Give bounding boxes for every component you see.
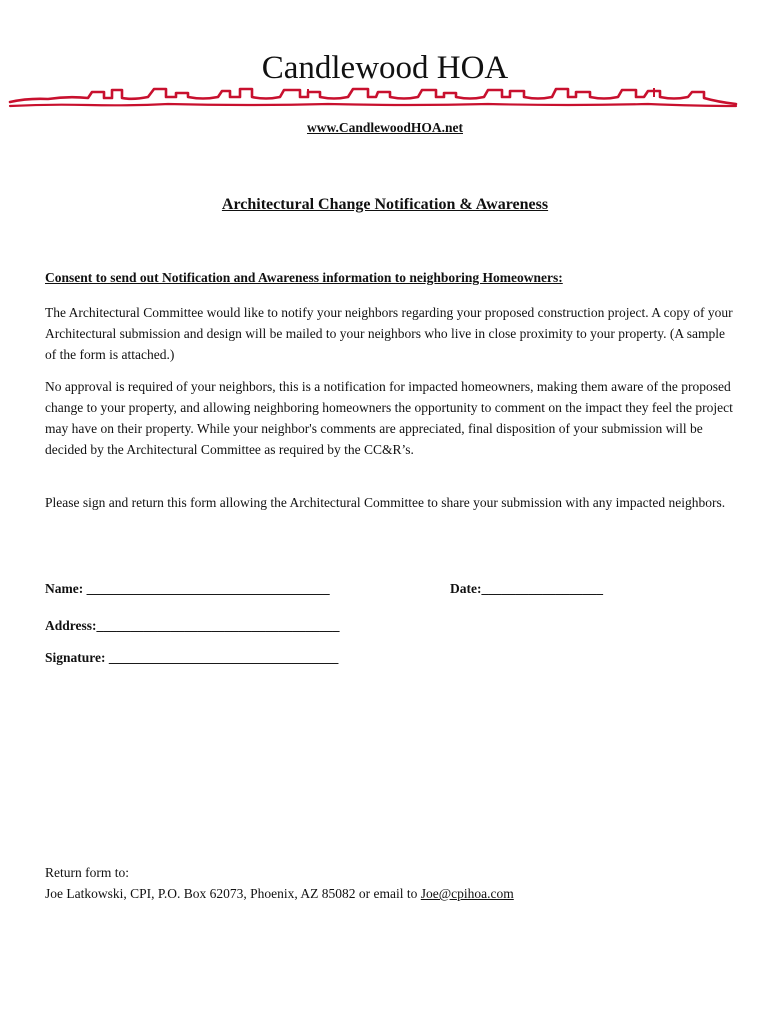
date-line[interactable]: __________________ [481, 581, 603, 596]
address-label: Address: [45, 618, 97, 633]
paragraph-no-approval: No approval is required of your neighbors, this is a notification for impacted homeowners, making them aware of the proposed change to your property, and allowing neighboring homeowners the opportunity to comment on the impact they feel the project may have on their property. While your neighbor's comments are appreciated, final disposition of your submission will be decided by the Architectural Committee as required by the CC&R’s. [45, 379, 733, 457]
address-field[interactable] [45, 618, 340, 634]
date-field[interactable] [450, 581, 603, 597]
name-label: Name: [45, 581, 87, 596]
return-address: Joe Latkowski, CPI, P.O. Box 62073, Phoenix, AZ 85082 or email to Joe@cpihoa.com [45, 886, 514, 901]
hoa-title: Candlewood HOA [261, 50, 509, 86]
signature-label: Signature: [45, 650, 109, 665]
name-field[interactable] [45, 581, 330, 597]
name-line[interactable]: ____________________________________ [86, 581, 330, 596]
document-heading: Architectural Change Notification & Awareness [221, 196, 549, 213]
date-label: Date: [450, 581, 482, 596]
neighborhood-banner-graphic [8, 84, 738, 114]
email-link[interactable]: Joe@cpihoa.com [420, 886, 514, 901]
website-link[interactable]: www.CandlewoodHOA.net [306, 120, 463, 135]
signature-field[interactable] [45, 650, 338, 666]
address-line[interactable]: ____________________________________ [96, 618, 340, 633]
section-title: Consent to send out Notification and Awareness information to neighboring Homeowners: [45, 270, 563, 285]
return-label: Return form to: [45, 865, 129, 880]
signature-line[interactable]: __________________________________ [108, 650, 339, 665]
return-info [45, 862, 514, 904]
paragraph-sign-return: Please sign and return this form allowing the Architectural Committee to share your submission with any impacted neighbors. [45, 495, 726, 510]
paragraph-notification: The Architectural Committee would like to notify your neighbors regarding your proposed construction project. A copy of your Architectural submission and design will be mailed to your neighbors who live in close proximity to your property. (A sample of the form is attached.) [45, 305, 733, 362]
